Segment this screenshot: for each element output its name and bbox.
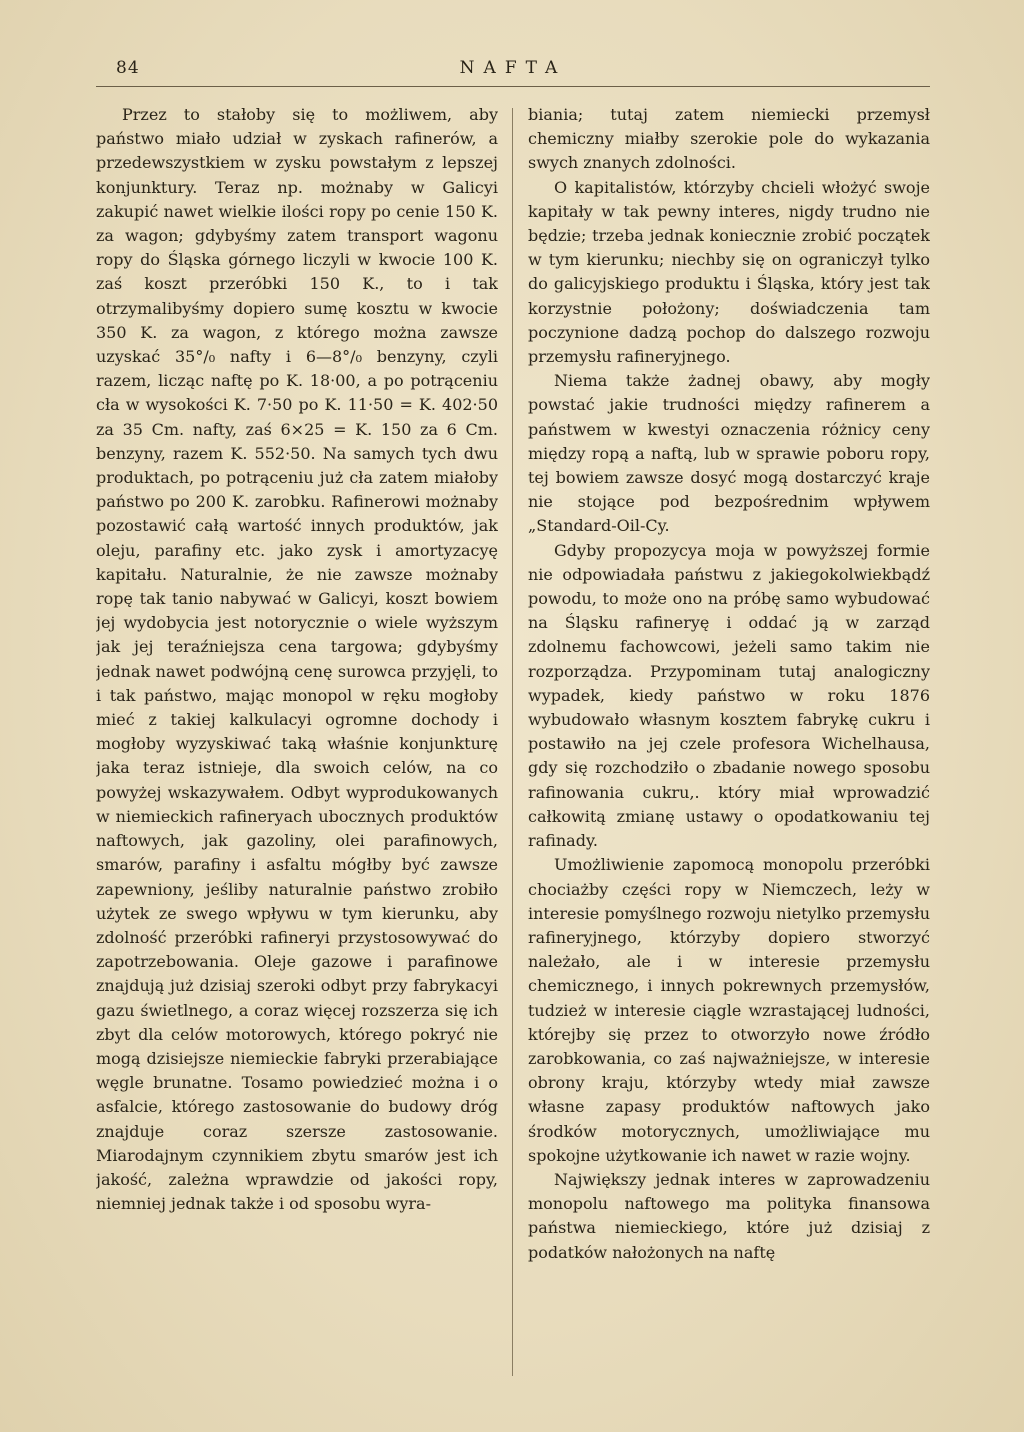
- paragraph: Niema także żadnej obawy, aby mogły powstać jakie trudności między rafinerem a państwem w kwestyi oznaczenia różnicy ceny między ropą a naftą, lub w sprawie poboru ropy, tej bowiem zawsze dosyć mogą dostarczyć kraje nie stojące pod bezpośrednim wpływem „Standard-Oil-Cy.: [528, 371, 930, 536]
- column-divider: [512, 108, 513, 1376]
- running-title: NAFTA: [459, 58, 567, 78]
- running-header: [96, 56, 930, 87]
- paragraph: Umożliwienie zapomocą monopolu przeróbki chociażby części ropy w Niemczech, leży w interesie pomyślnego rozwoju nietylko przemysłu rafineryjnego, którzyby dopiero stworzyć należało, ale i w interesie przemysłu chemicznego, i innych pokrewnych przemysłów, tudzież w interesie ciągle wzrastającej ludności, którejby się przez to otworzyło nowe źródło zarobkowania, co zaś najważniejsze, w interesie obrony kraju, którzyby wtedy miał zawsze własne zapasy produktów naftowych jako środków motorycznych, umożliwiające mu spokojne użytkowanie ich nawet w razie wojny.: [528, 855, 930, 1165]
- left-column: [96, 103, 498, 1393]
- continued-paragraph: biania; tutaj zatem niemiecki przemysł chemiczny miałby szerokie pole do wykazania swych znanych zdolności.: [528, 105, 930, 173]
- paragraph: Największy jednak interes w zaprowadzeniu monopolu naftowego ma polityka finansowa państwa niemieckiego, które już dzisiaj z podatków nałożonych na naftę: [528, 1169, 930, 1262]
- paragraph: O kapitalistów, którzyby chcieli włożyć swoje kapitały w tak pewny interes, nigdy trudno nie będzie; trzeba jednak koniecznie zrobić początek w tym kierunku; niechby się on ograniczył tylko do galicyjskiego produktu i Śląska, który jest tak korzystnie położony; doświadczenia tam poczynione dadzą pochop do dalszego rozwoju przemysłu rafineryjnego.: [528, 177, 930, 367]
- paragraph: Przez to stałoby się to możliwem, aby państwo miało udział w zyskach rafinerów, a przedewszystkiem w zysku powstałym z lepszej konjunktury. Teraz np. możnaby w Galicyi zakupić nawet wielkie ilości ropy po cenie 150 K. za wagon; gdybyśmy zatem transport wagonu ropy do Śląska górnego liczyli w kwocie 100 K. zaś koszt przeróbki 150 K., to i tak otrzymalibyśmy dopiero sumę kosztu w kwocie 350 K. za wagon, z którego można zawsze uzyskać 35°/₀ nafty i 6—8°/₀ benzyny, czyli razem, licząc naftę po K. 18·00, a po potrąceniu cła w wysokości K. 7·50 po K. 11·50 = K. 402·50 za 35 Cm. nafty, zaś 6×25 = K. 150 za 6 Cm. benzyny, razem K. 552·50. Na samych tych dwu produktach, po potrąceniu już cła zatem miałoby państwo po 200 K. zarobku. Rafinerowi możnaby pozostawić całą wartość innych produktów, jak oleju, parafiny etc. jako zysk i amortyzacyę kapitału. Naturalnie, że nie zawsze możnaby ropę tak tanio nabywać w Galicyi, koszt bowiem jej wydobycia jest notorycznie o wiele wyższym jak jej teraźniejsza cena targowa; gdybyśmy jednak nawet podwójną cenę surowca przyjęli, to i tak państwo, mając monopol w ręku mogłoby mieć z takiej kalkulacyi ogromne dochody i mogłoby wyzyskiwać taką właśnie konjunkturę jaka teraz istnieje, dla swoich celów, na co powyżej wskazywałem. Odbyt wyprodukowanych w niemieckich rafineryach ubocznych produktów naftowych, jak gazoliny, olei parafinowych, smarów, parafiny i asfaltu mógłby być zawsze zapewniony, jeśliby naturalnie państwo zrobiło użytek ze swego wpływu w tym kierunku, aby zdolność przeróbki rafineryi przystosowywać do zapotrzebowania. Oleje gazowe i parafinowe znajdują już dzisiaj szeroki odbyt przy fabrykacyi gazu świetlnego, a coraz więcej rozszerza się ich zbyt dla celów motorowych, którego pokryć nie mogą dzisiejsze niemieckie fabryki przerabiające węgle brunatne. Tosamo powiedzieć można i o asfalcie, którego zastosowanie do budowy dróg znajduje coraz szersze zastosowanie. Miarodajnym czynnikiem zbytu smarów jest ich jakość, zależna wprawdzie od jakości ropy, niemniej jednak także i od sposobu wyra-: [96, 105, 498, 1214]
- right-column: [528, 103, 930, 1393]
- paragraph: Gdyby propozycya moja w powyższej formie nie odpowiadała państwu z jakiegokolwiekbądź powodu, to może ono na próbę samo wybudować na Śląsku rafineryę i oddać ją w zarząd zdolnemu fachowcowi, jeżeli samo takim nie rozporządza. Przypominam tutaj analogiczny wypadek, kiedy państwo w roku 1876 wybudowało własnym kosztem fabrykę cukru i postawiło na jej czele profesora Wichelhausa, gdy się rozchodziło o zbadanie nowego sposobu rafinowania cukru,. który miał wprowadzić całkowitą zmianę ustawy o opodatkowaniu tej rafinady.: [528, 540, 930, 851]
- page-number: 84: [116, 58, 140, 78]
